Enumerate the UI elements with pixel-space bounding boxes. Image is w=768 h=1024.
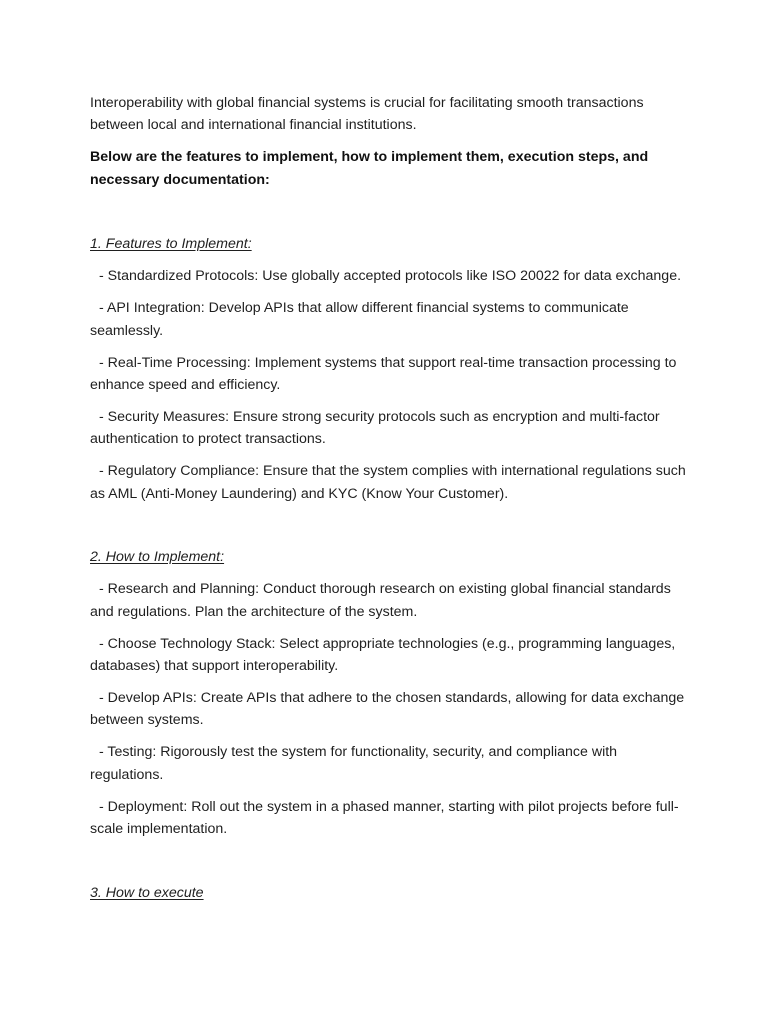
section-heading-how-to-execute: 3. How to execute	[90, 884, 204, 901]
list-item: - Standardized Protocols: Use globally accepted protocols like ISO 20022 for data exchange.	[99, 268, 682, 285]
section-heading-features: 1. Features to Implement:	[90, 236, 252, 253]
list-item: - Testing: Rigorously test the system for functionality, security, and compliance with regulations.	[90, 744, 618, 783]
list-item: - Deployment: Roll out the system in a phased manner, starting with pilot projects before full-scale implementation.	[90, 798, 679, 838]
list-item: - Choose Technology Stack: Select appropriate technologies (e.g., programming languages, databases) that support interoperability.	[90, 635, 676, 675]
section-heading-how-to-implement: 2. How to Implement:	[90, 549, 225, 566]
list-item: - API Integration: Develop APIs that allow different financial systems to communicate seamlessly.	[90, 300, 629, 339]
list-item: - Develop APIs: Create APIs that adhere to the chosen standards, allowing for data exchange between systems.	[90, 690, 685, 729]
list-item: - Real-Time Processing: Implement systems that support real-time transaction processing to enhance speed and efficiency.	[90, 354, 677, 394]
lead-paragraph: Below are the features to implement, how to implement them, execution steps, and necessary documentation:	[90, 149, 649, 188]
document-page	[90, 92, 686, 914]
intro-paragraph: Interoperability with global financial systems is crucial for facilitating smooth transactions between local and international financial institutions.	[90, 95, 644, 134]
list-item: - Security Measures: Ensure strong security protocols such as encryption and multi-factor authentication to protect transactions.	[90, 409, 660, 448]
list-item: - Regulatory Compliance: Ensure that the system complies with international regulations such as AML (Anti-Money Laundering) and KYC (Know Your Customer).	[90, 463, 686, 502]
list-item: - Research and Planning: Conduct thorough research on existing global financial standards and regulations. Plan the architecture of the system.	[90, 581, 671, 620]
